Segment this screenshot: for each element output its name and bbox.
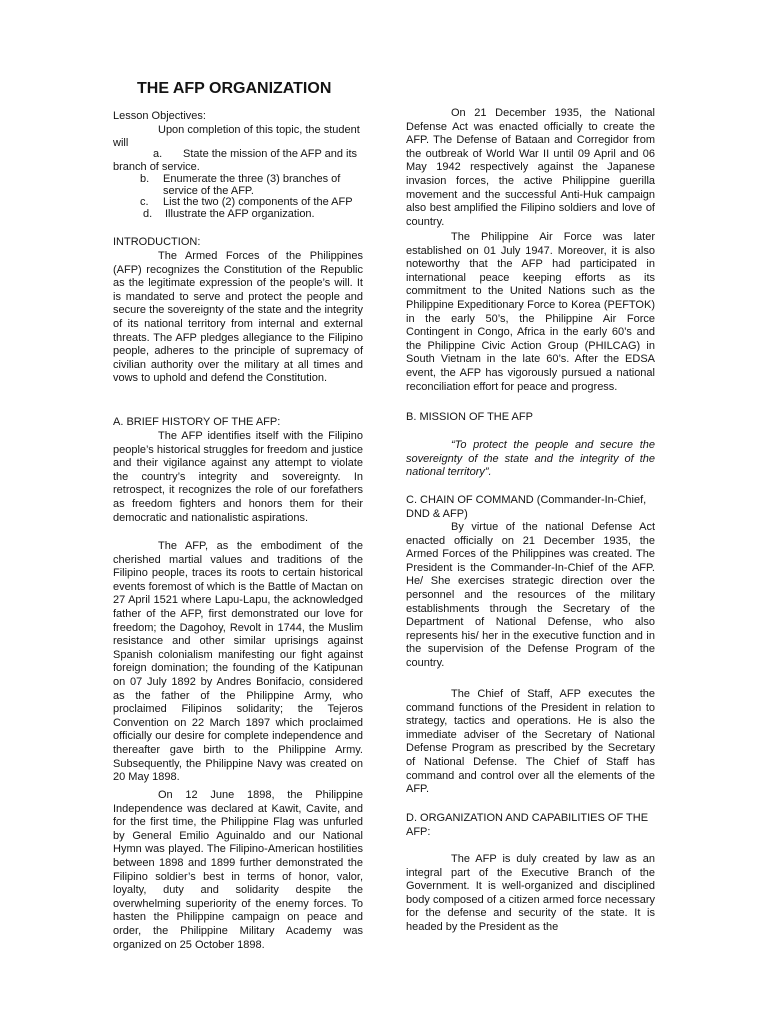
objective-letter: d. bbox=[143, 208, 153, 220]
objective-letter: b. bbox=[140, 173, 150, 185]
objectives-intro-line1: Upon completion of this topic, the student bbox=[158, 124, 360, 136]
history-paragraph-5: The Philippine Air Force was later established on 01 July 1947. Moreover, it is also noteworthy that the AFP had participated in international peace keeping efforts as its commitment to the United Nations such as the Philippine Expeditionary Force to Korea (PEFTOK) in the early 50’s, the Philippine Air Force Contingent in Congo, Africa in the early 60’s and the Philippine Civic Action Group (PHILCAG) in South Vietnam in the late 60’s. After the EDSA event, the AFP has vigorously pursued a national reconciliation effort for peace and progress. bbox=[406, 231, 655, 393]
organization-heading: D. ORGANIZATION AND CAPABILITIES OF THE AFP: bbox=[406, 812, 649, 838]
objective-text: List the two (2) components of the AFP bbox=[163, 196, 353, 208]
mission-heading: B. MISSION OF THE AFP bbox=[406, 411, 533, 423]
history-paragraph-4: On 21 December 1935, the National Defense Act was enacted officially to create the AFP. The Defense of Bataan and Corregidor from the outbreak of World War II until 09 April and 06 May 1942 respectively against the Japanese invasion forces, the active Philippine guerilla movement and the successful Anti-Huk campaign also best amplified the Filipino soldiers and love of country. bbox=[406, 107, 655, 228]
chain-of-command-heading: C. CHAIN OF COMMAND (Commander-In-Chief, DND & AFP) bbox=[406, 494, 647, 520]
chain-of-command-paragraph-2: The Chief of Staff, AFP executes the command functions of the President in relation to strategy, tactics and operations. He is also the immediate adviser of the Secretary of National Defense Program as prescribed by the Secretary of National Defense. The Chief of Staff has command and control over all the elements of the AFP. bbox=[406, 688, 655, 796]
history-paragraph-3: On 12 June 1898, the Philippine Independence was declared at Kawit, Cavite, and for the first time, the Philippine Flag was unfurled by General Emilio Aguinaldo and our National Hymn was played. The Filipino-American hostilities between 1898 and 1899 further demonstrated the Filipino soldier’s best in terms of honor, valor, loyalty, duty and solidarity despite the overwhelming superiority of the enemy forces. To hasten the Philippine campaign on peace and order, the Philippine Military Academy was organized on 25 October 1898. bbox=[113, 789, 363, 951]
objective-text: Enumerate the three (3) branches of bbox=[163, 173, 341, 185]
history-heading: A. BRIEF HISTORY OF THE AFP: bbox=[113, 416, 281, 428]
organization-paragraph: The AFP is duly created by law as an integral part of the Executive Branch of the Government. It is well-organized and disciplined body composed of a citizen armed force necessary for the defense and security of the state. It is headed by the President as the bbox=[406, 853, 655, 933]
document-title: THE AFP ORGANIZATION bbox=[137, 80, 332, 97]
objective-text-cont: service of the AFP. bbox=[163, 185, 254, 197]
introduction-paragraph: The Armed Forces of the Philippines (AFP) recognizes the Constitution of the Republic as the legitimate expression of the people’s will. It is mandated to serve and protect the people and secure the sovereignty of the state and the integrity of its national territory from internal and external threats. The AFP pledges allegiance to the Filipino people, adheres to the principle of supremacy of civilian authority over the military at all times and vows to uphold and defend the Constitution. bbox=[113, 250, 363, 385]
mission-statement: “To protect the people and secure the sovereignty of the state and the integrity of the national territory”. bbox=[406, 439, 655, 479]
objectives-intro-line2: will bbox=[113, 137, 129, 149]
objective-letter: a. bbox=[153, 148, 163, 160]
objective-text: Illustrate the AFP organization. bbox=[165, 208, 315, 220]
objectives-heading: Lesson Objectives: bbox=[113, 110, 206, 122]
objective-text-cont: branch of service. bbox=[113, 161, 200, 173]
history-paragraph-2: The AFP, as the embodiment of the cherished martial values and traditions of the Filipino people, traces its roots to certain historical events foremost of which is the Battle of Mactan on 27 April 1521 where Lapu-Lapu, the acknowledged father of the AFP, first demonstrated our love for freedom; the Dagohoy, Revolt in 1744, the Muslim resistance and other similar uprisings against Spanish colonialism manifesting our fight against foreign domination; the founding of the Katipunan on 07 July 1892 by Andres Bonifacio, considered as the father of the Philippine Army, who proclaimed Filipinos solidarity; the Tejeros Convention on 22 March 1897 which proclaimed officially our desire for complete independence and thereafter gave birth to the Philippine Army. Subsequently, the Philippine Navy was created on 20 May 1898. bbox=[113, 540, 363, 784]
introduction-heading: INTRODUCTION: bbox=[113, 236, 201, 248]
history-paragraph-1: The AFP identifies itself with the Filipino people’s historical struggles for freedom and justice and their vigilance against any attempt to violate the country’s integrity and sovereignty. In retrospect, it recognizes the role of our forefathers as freedom fighters and honors them for their democratic and nationalistic aspirations. bbox=[113, 430, 363, 524]
objective-letter: c. bbox=[140, 196, 149, 208]
objective-text: State the mission of the AFP and its bbox=[183, 148, 358, 160]
chain-of-command-paragraph-1: By virtue of the national Defense Act enacted officially on 21 December 1935, the Armed Forces of the Philippines was created. The President is the Commander-In-Chief of the AFP. He/ She exercises strategic direction over the personnel and the resources of the military establishments through the Secretary of the Department of National Defense, who also represents his/ her in the executive function and in the supervision of the Defense Program of the country. bbox=[406, 521, 655, 669]
